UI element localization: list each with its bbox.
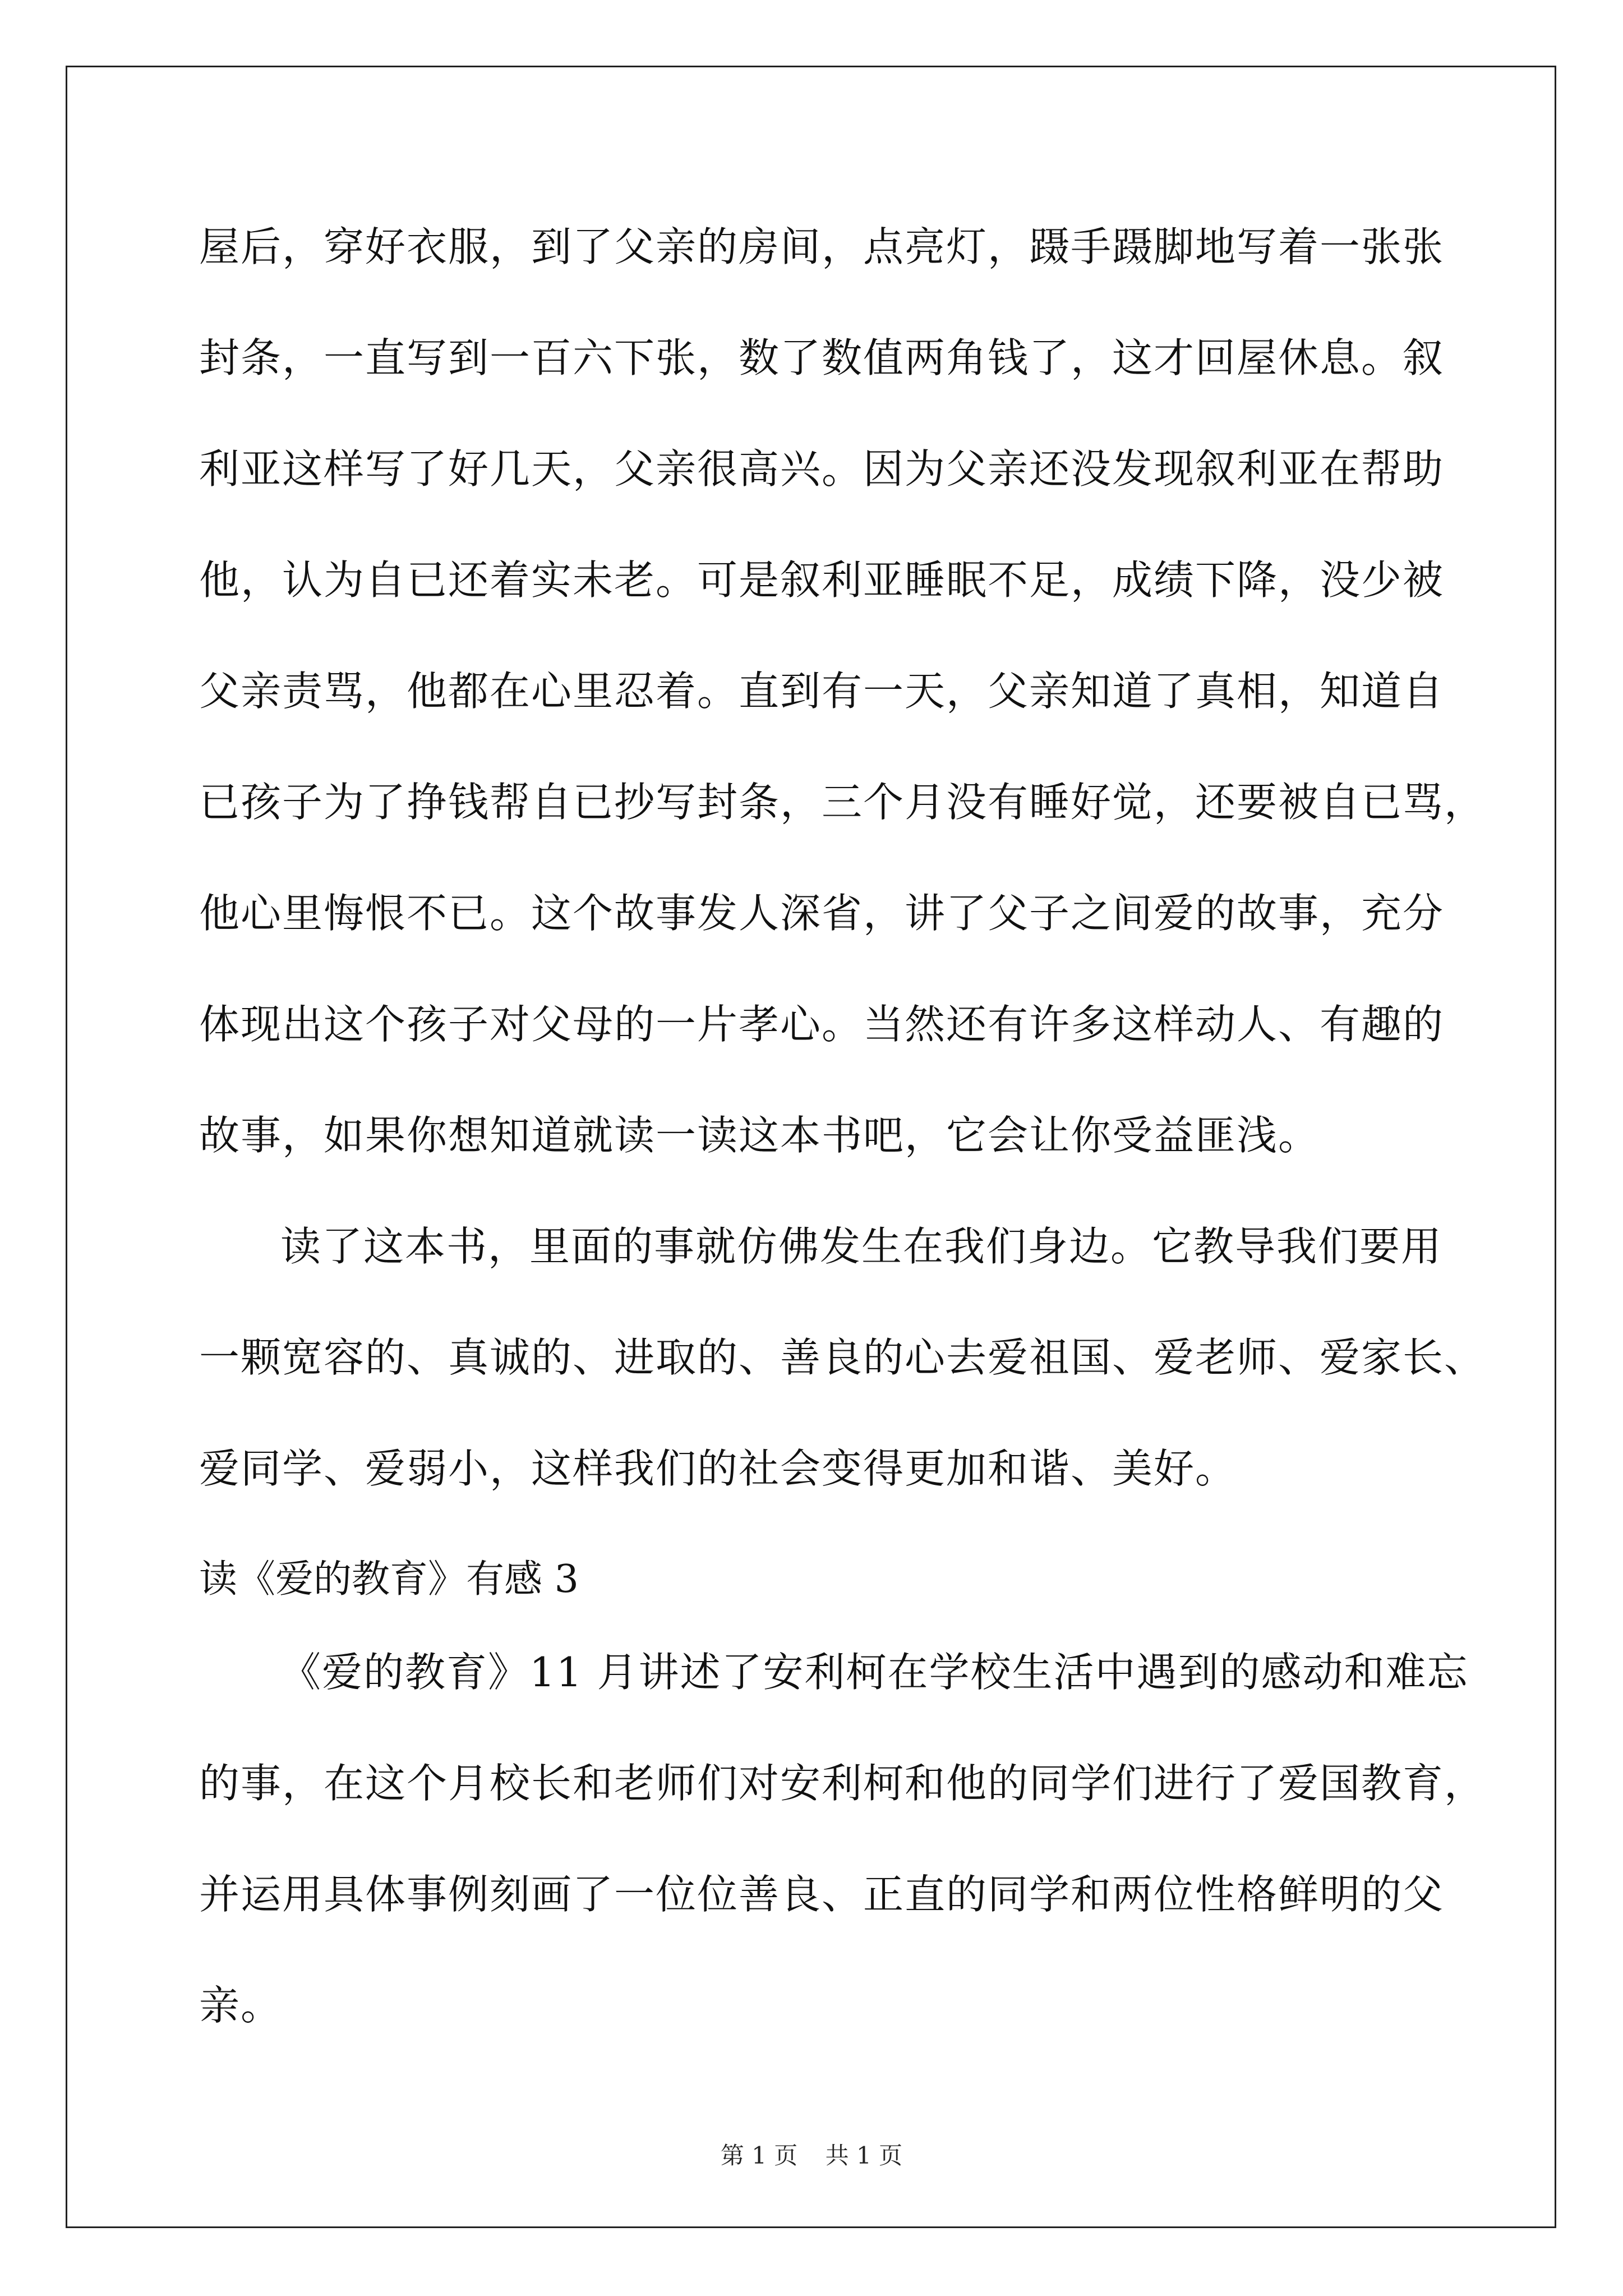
text-line: 父亲责骂，他都在心里忍着。直到有一天，父亲知道了真相，知道自: [199, 668, 1445, 715]
page-total: 共 1 页: [825, 2142, 903, 2169]
page-footer: [0, 2137, 1623, 2171]
text-line: 故事，如果你想知道就读一读这本书吧，它会让你受益匪浅。: [199, 1112, 1320, 1159]
text-line: 他，认为自已还着实未老。可是叙利亚睡眠不足，成绩下降，没少被: [199, 556, 1445, 604]
document-body: [199, 213, 1486, 2083]
text-line: 亲。: [199, 1982, 283, 2029]
text-line: 已孩子为了挣钱帮自已抄写封条，三个月没有睡好觉，还要被自已骂，: [199, 779, 1486, 826]
text-line: 读了这本书，里面的事就仿佛发生在我们身边。它教导我们要用: [280, 1223, 1443, 1270]
paragraph-1: [199, 213, 1486, 1213]
text-line: 利亚这样写了好几天，父亲很高兴。因为父亲还没发现叙利亚在帮助: [199, 445, 1445, 493]
text-line: 封条，一直写到一百六下张，数了数值两角钱了，这才回屋休息。叙: [199, 334, 1445, 381]
text-line: 的事，在这个月校长和老师们对安利柯和他的同学们进行了爱国教育，: [199, 1760, 1486, 1807]
paragraph-2: [199, 1213, 1486, 1546]
text-line: 《爱的教育》11 月讲述了安利柯在学校生活中遇到的感动和难忘: [280, 1649, 1469, 1696]
text-line: 体现出这个孩子对父母的一片孝心。当然还有许多这样动人、有趣的: [199, 1001, 1445, 1048]
text-line: 他心里悔恨不已。这个故事发人深省，讲了父子之间爱的故事，充分: [199, 890, 1445, 937]
text-line: 并运用具体事例刻画了一位位善良、正直的同学和两位性格鲜明的父: [199, 1871, 1445, 1918]
page-number: 第 1 页: [720, 2142, 798, 2169]
text-line: 屋后，穿好衣服，到了父亲的房间，点亮灯，蹑手蹑脚地写着一张张: [199, 223, 1445, 270]
paragraph-3: [199, 1639, 1486, 2083]
text-line: 一颗宽容的、真诚的、进取的、善良的心去爱祖国、爱老师、爱家长、: [199, 1334, 1486, 1381]
text-line: 爱同学、爱弱小，这样我们的社会变得更加和谐、美好。: [199, 1445, 1237, 1492]
section-heading: 读《爱的教育》有感 3: [199, 1557, 579, 1602]
